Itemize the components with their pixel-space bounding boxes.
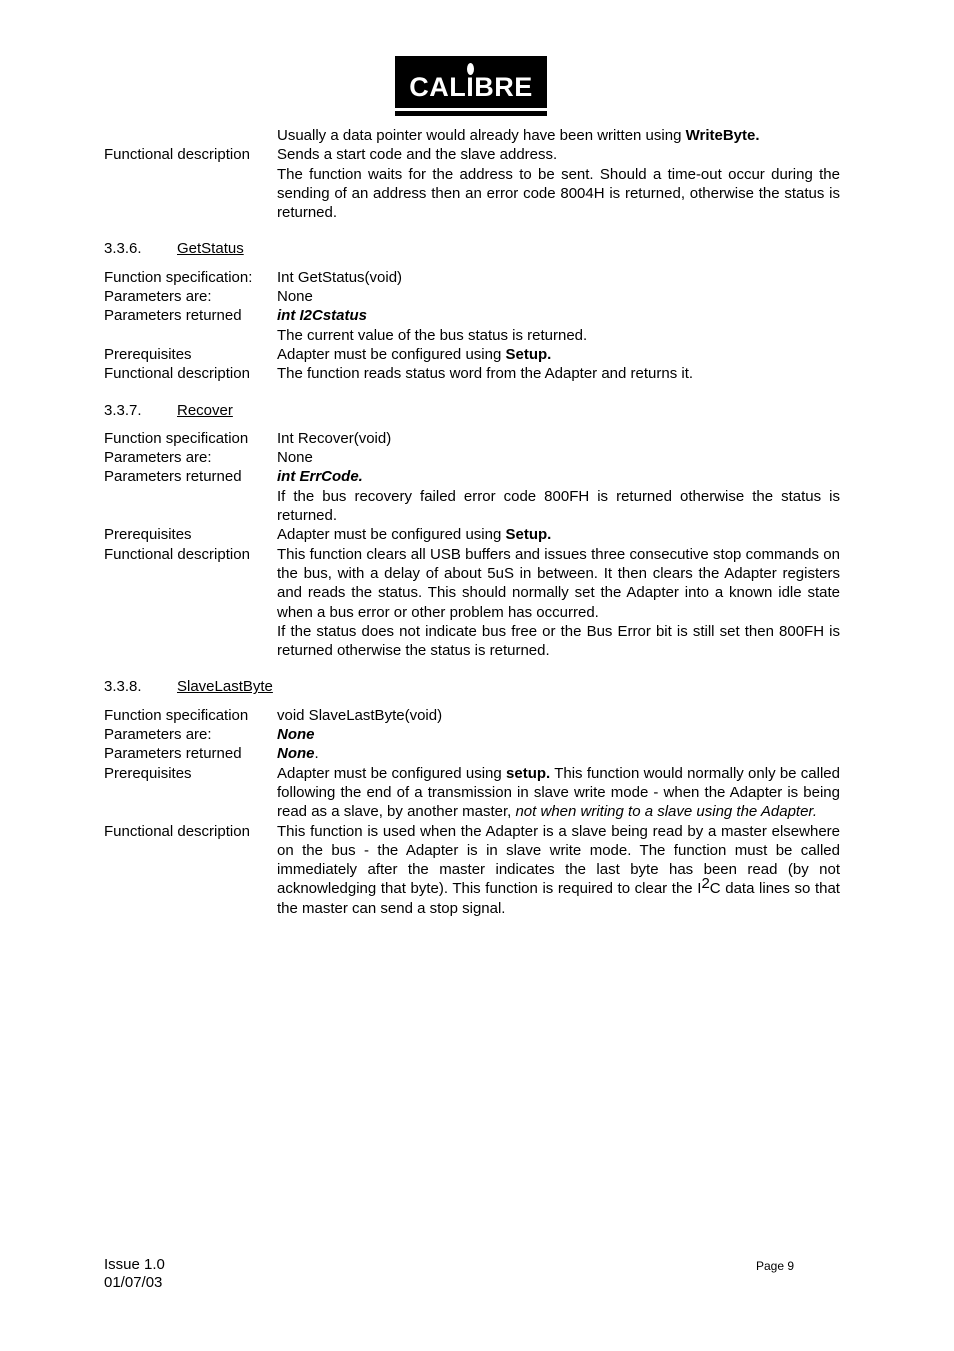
- prereq-italic: not when writing to a slave using the Adapter.: [515, 803, 818, 821]
- prereq-mid: This function would normally only be called following the end of a transmission in slave write mode - when the Adapter is being read as a slave, by another master,: [277, 764, 840, 821]
- prereq-label: Prerequisites: [104, 345, 192, 363]
- prereq-text: Adapter must be configured using: [277, 526, 506, 544]
- func-text: This function is used when the Adapter is a slave being read by a master elsewhere on the bus - the Adapter is in slave write mode. The function must be called immediately after the master indicates the last byte has been read (by not acknowledging that byte). This function is required to clear the I: [277, 822, 840, 898]
- logo-underline-bar: [395, 111, 547, 116]
- func-value: The function reads status word from the Adapter and returns it.: [277, 365, 694, 383]
- footer-page-number: Page 9: [756, 1259, 795, 1273]
- section-number: 3.3.7.: [104, 401, 142, 419]
- returned-label: Parameters returned: [104, 745, 242, 763]
- params-label: Parameters are:: [104, 288, 212, 306]
- logo-text: CALIBRE: [409, 72, 533, 102]
- intro-row-1: [104, 126, 840, 145]
- returned-desc: If the bus recovery failed error code 800FH is returned otherwise the status is returned.: [277, 487, 840, 525]
- prereq-label: Prerequisites: [104, 764, 192, 782]
- params-value: None: [277, 449, 313, 467]
- params-label: Parameters are:: [104, 449, 212, 467]
- getstatus-params-row: [104, 287, 840, 306]
- recover-params-row: [104, 448, 840, 467]
- calibre-logo: [395, 56, 547, 118]
- getstatus-returned-row: [104, 306, 840, 345]
- params-value: None: [277, 726, 315, 744]
- prereq-label: Prerequisites: [104, 526, 192, 544]
- getstatus-spec-row: [104, 268, 840, 287]
- section-heading-slavelastbyte: [104, 677, 840, 696]
- section-title: GetStatus: [177, 240, 244, 258]
- params-label: Parameters are:: [104, 726, 212, 744]
- prereq-bold: setup.: [506, 764, 551, 782]
- slavelastbyte-prereq-row: [104, 764, 840, 822]
- spec-label: Function specification: [104, 429, 249, 447]
- section-heading-getstatus: [104, 239, 840, 258]
- returned-label: Parameters returned: [104, 307, 242, 325]
- recover-spec-row: [104, 429, 840, 448]
- recover-prereq-row: [104, 525, 840, 544]
- spec-label: Function specification:: [104, 268, 253, 286]
- intro-line1-bold: WriteByte.: [685, 127, 760, 144]
- footer-issue: Issue 1.0: [104, 1256, 165, 1273]
- spec-value: void SlaveLastByte(void): [277, 706, 443, 724]
- returned-desc: The current value of the bus status is returned.: [277, 326, 588, 344]
- func-label: Functional description: [104, 822, 250, 840]
- returned-value: int ErrCode.: [277, 468, 363, 486]
- section-number: 3.3.8.: [104, 678, 142, 696]
- document-body: [104, 126, 840, 918]
- section-heading-recover: [104, 401, 840, 420]
- func-text-end: C data lines so that the master can send a stop signal.: [277, 880, 840, 917]
- spec-label: Function specification: [104, 706, 249, 724]
- intro-desc-1: Sends a start code and the slave address.: [277, 146, 558, 164]
- slavelastbyte-func-row: [104, 822, 840, 918]
- prereq-bold: Setup.: [505, 345, 552, 363]
- slavelastbyte-params-row: [104, 725, 840, 744]
- intro-functional-label: Functional description: [104, 146, 250, 164]
- prereq-bold: Setup.: [505, 526, 552, 544]
- footer-issue-block: [104, 1256, 165, 1292]
- section-title: Recover: [177, 401, 233, 419]
- footer-date: 01/07/03: [104, 1274, 163, 1291]
- section-number: 3.3.6.: [104, 240, 142, 258]
- spec-value: Int GetStatus(void): [277, 268, 403, 286]
- prereq-text: Adapter must be configured using: [277, 345, 506, 363]
- recover-returned-row: [104, 467, 840, 525]
- returned-suffix: .: [314, 745, 319, 763]
- section-title: SlaveLastByte: [177, 678, 273, 696]
- prereq-text: Adapter must be configured using: [277, 764, 507, 782]
- params-value: None: [277, 288, 313, 306]
- intro-line1: Usually a data pointer would already have been written using: [277, 127, 686, 144]
- getstatus-func-row: [104, 364, 840, 383]
- getstatus-prereq-row: [104, 345, 840, 364]
- func-paragraph-1: This function clears all USB buffers and issues three consecutive stop commands on the bus, with a delay of about 5uS in between. It then clears the Adapter registers and reads the status. This should normally set the Adapter into a known idle state when a bus error or other problem has occurred.: [277, 545, 840, 621]
- intro-functional-row: [104, 145, 840, 222]
- slavelastbyte-returned-row: [104, 744, 840, 763]
- returned-value: int I2Cstatus: [277, 307, 368, 325]
- returned-label: Parameters returned: [104, 468, 242, 486]
- returned-value: None: [277, 745, 315, 763]
- func-label: Functional description: [104, 365, 250, 383]
- intro-desc-2: The function waits for the address to be sent. Should a time-out occur during the sending of an address then an error code 8004H is returned, otherwise the status is returned.: [277, 165, 840, 222]
- spec-value: Int Recover(void): [277, 429, 392, 447]
- recover-func-row: [104, 545, 840, 661]
- func-superscript: 2: [701, 875, 710, 893]
- func-paragraph-2: If the status does not indicate bus free or the Bus Error bit is still set then 800FH is returned otherwise the status is returned.: [277, 622, 840, 660]
- func-label: Functional description: [104, 545, 250, 563]
- slavelastbyte-spec-row: [104, 706, 840, 725]
